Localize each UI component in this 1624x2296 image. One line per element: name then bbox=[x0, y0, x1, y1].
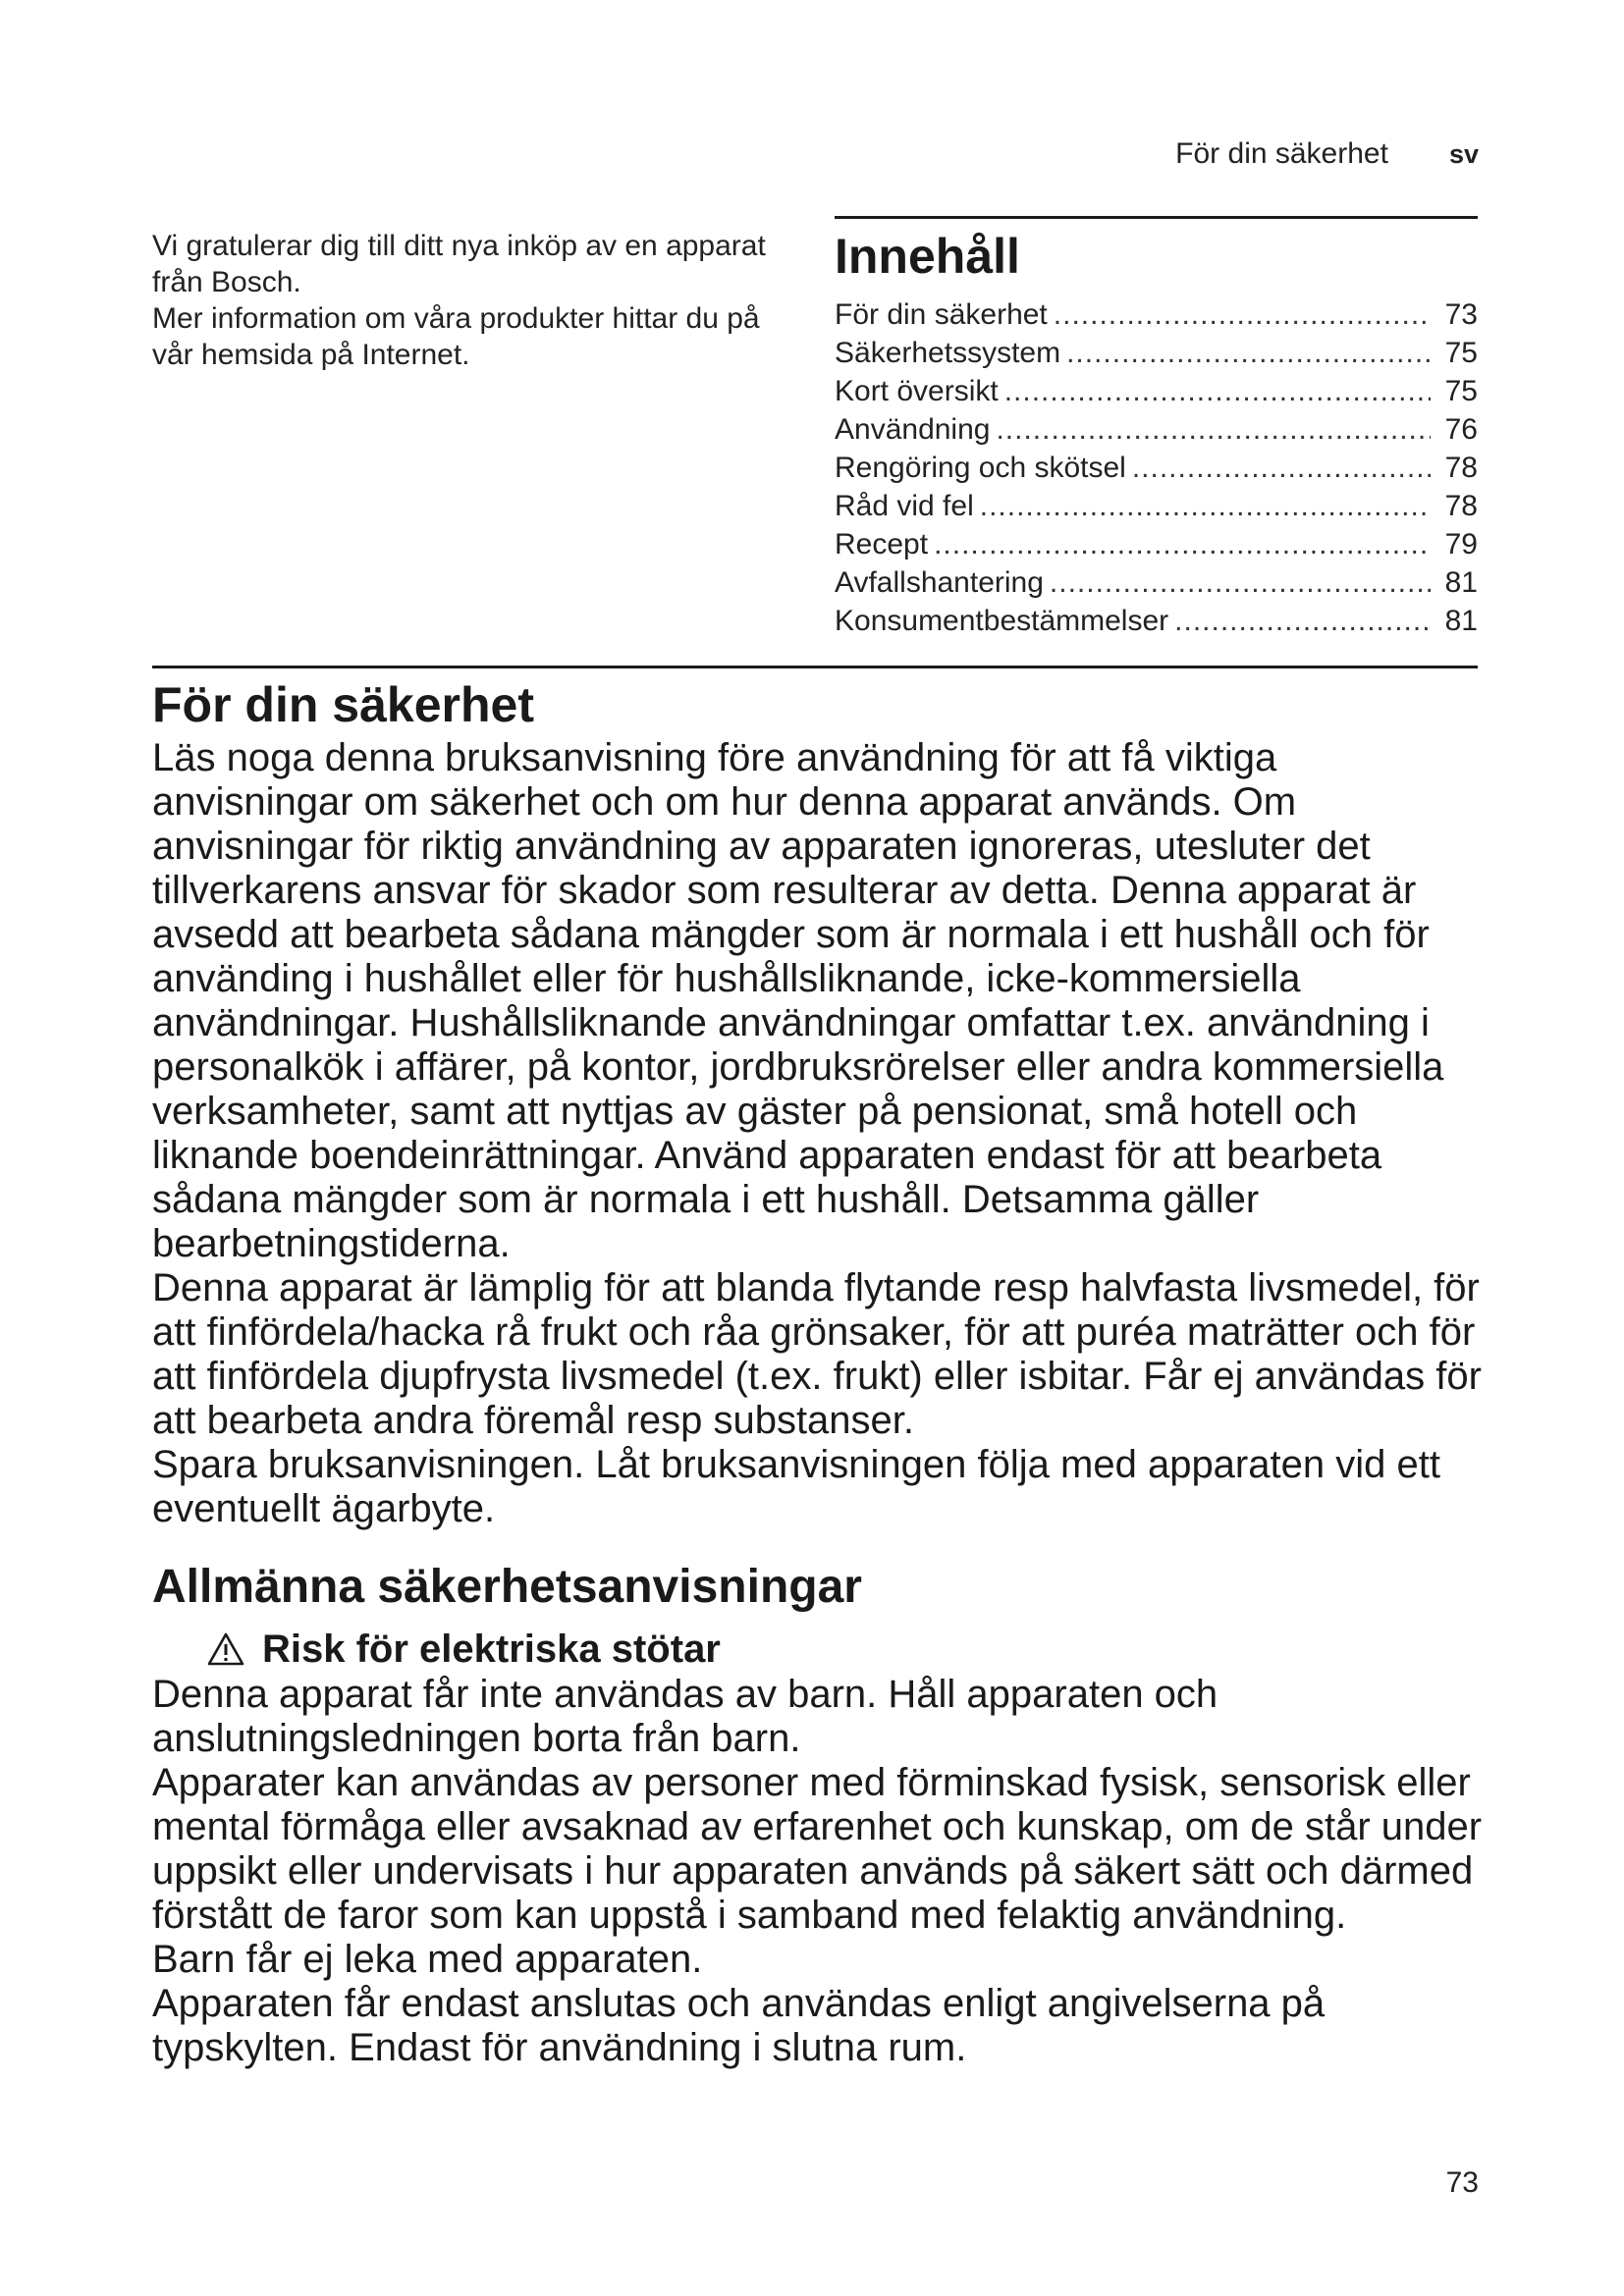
toc-item[interactable] bbox=[835, 410, 1478, 449]
intro-text bbox=[152, 228, 790, 373]
toc-item[interactable] bbox=[835, 334, 1478, 372]
toc-divider bbox=[835, 216, 1478, 219]
toc-item-page: 81 bbox=[1444, 566, 1478, 599]
header-section-title: För din säkerhet bbox=[1175, 137, 1388, 170]
general-safety-heading: Allmänna säkerhetsanvisningar bbox=[152, 1561, 862, 1613]
page-number: 73 bbox=[1445, 2166, 1479, 2199]
general-paragraph: Apparater kan användas av personer med förminskad fysisk, sensorisk eller mental förmåga eller avsaknad av erfarenhet och kunskap, om de står under uppsikt eller undervisats i hur apparaten används på säkert sätt och därmed förstått de faror som kan uppstå i samband med felaktig användning. bbox=[152, 1761, 1483, 1937]
toc-item-page: 81 bbox=[1444, 605, 1478, 637]
header-language-code: sv bbox=[1448, 139, 1479, 169]
section-divider bbox=[152, 666, 1478, 668]
toc-leader bbox=[996, 410, 1431, 449]
toc-item-label: Kort översikt bbox=[835, 375, 999, 407]
toc-item[interactable] bbox=[835, 563, 1478, 602]
intro-paragraph: Vi gratulerar dig till ditt nya inköp av en apparat från Bosch. bbox=[152, 230, 766, 298]
toc-leader bbox=[1174, 602, 1431, 640]
toc-leader bbox=[980, 487, 1431, 525]
toc-item-label: Användning bbox=[835, 413, 991, 446]
toc-item[interactable] bbox=[835, 602, 1478, 640]
general-paragraph: Denna apparat får inte användas av barn. Håll apparaten och anslutningsledningen borta från barn. bbox=[152, 1673, 1218, 1760]
toc-leader bbox=[1132, 449, 1431, 487]
warning-heading bbox=[207, 1626, 1488, 1673]
warning-triangle-icon bbox=[207, 1632, 244, 1666]
safety-heading: För din säkerhet bbox=[152, 677, 534, 732]
toc-item[interactable] bbox=[835, 372, 1478, 410]
toc-title: Innehåll bbox=[835, 229, 1020, 284]
toc-item-label: För din säkerhet bbox=[835, 298, 1048, 331]
safety-paragraph: Läs noga denna bruksanvisning före användning för att få viktiga anvisningar om säkerhet och om hur denna apparat används. Om anvisningar för riktig användning av apparaten ignoreras, utesluter det tillverkarens ansvar för skador som resulterar av detta. Denna apparat är avsedd att bearbeta sådana mängder som är normala i ett hushåll och för använding i hushållet eller för hushållsliknande, icke-kommersiella användningar. Hushållsliknande användningar omfattar t.ex. användning i personalkök i affärer, på kontor, jordbruksrörelser eller andra kommersiella verksamheter, samt att nyttjas av gäster på pensionat, små hotell och liknande boendeinrättningar. Använd apparaten endast för att bearbeta sådana mängder som är normala i ett hushåll. Detsamma gäller bearbetningstiderna. bbox=[152, 736, 1444, 1265]
toc-item-page: 73 bbox=[1444, 298, 1478, 331]
toc-item-page: 75 bbox=[1444, 375, 1478, 407]
toc-leader bbox=[1066, 334, 1431, 372]
general-paragraph: Apparaten får endast anslutas och användas enligt angivelserna på typskylten. Endast för användning i slutna rum. bbox=[152, 1982, 1326, 2069]
toc-leader bbox=[1004, 372, 1431, 410]
toc-item-page: 79 bbox=[1444, 528, 1478, 561]
safety-paragraph: Denna apparat är lämplig för att blanda flytande resp halvfasta livsmedel, för att finfördela/hacka rå frukt och råa grönsaker, för att puréa maträtter och för att finfördela djupfrysta livsmedel (t.ex. frukt) eller isbitar. Får ej användas för att bearbeta andra föremål resp substanser. bbox=[152, 1266, 1482, 1442]
toc-item-page: 76 bbox=[1444, 413, 1478, 446]
safety-paragraph: Spara bruksanvisningen. Låt bruksanvisningen följa med apparaten vid ett eventuellt ägarbyte. bbox=[152, 1443, 1440, 1530]
general-paragraph: Barn får ej leka med apparaten. bbox=[152, 1938, 703, 1981]
toc-leader bbox=[934, 525, 1431, 563]
toc-item-label: Rengöring och skötsel bbox=[835, 452, 1126, 484]
table-of-contents bbox=[835, 216, 1478, 640]
toc-item-page: 78 bbox=[1444, 452, 1478, 484]
toc-leader bbox=[1054, 295, 1431, 334]
toc-leader bbox=[1050, 563, 1431, 602]
page-header bbox=[1175, 137, 1479, 171]
toc-item-label: Recept bbox=[835, 528, 929, 561]
toc-item-label: Säkerhetssystem bbox=[835, 337, 1061, 369]
intro-paragraph: Mer information om våra produkter hittar du på vår hemsida på Internet. bbox=[152, 302, 760, 371]
toc-item-label: Avfallshantering bbox=[835, 566, 1044, 599]
toc-item[interactable] bbox=[835, 487, 1478, 525]
toc-item-label: Konsumentbestämmelser bbox=[835, 605, 1169, 637]
toc-item[interactable] bbox=[835, 525, 1478, 563]
toc-item-page: 78 bbox=[1444, 490, 1478, 522]
toc-item[interactable] bbox=[835, 449, 1478, 487]
toc-item-label: Råd vid fel bbox=[835, 490, 974, 522]
warning-title: Risk för elektriska stötar bbox=[262, 1628, 721, 1671]
toc-item[interactable] bbox=[835, 295, 1478, 334]
main-content bbox=[152, 673, 1488, 2070]
toc-item-page: 75 bbox=[1444, 337, 1478, 369]
